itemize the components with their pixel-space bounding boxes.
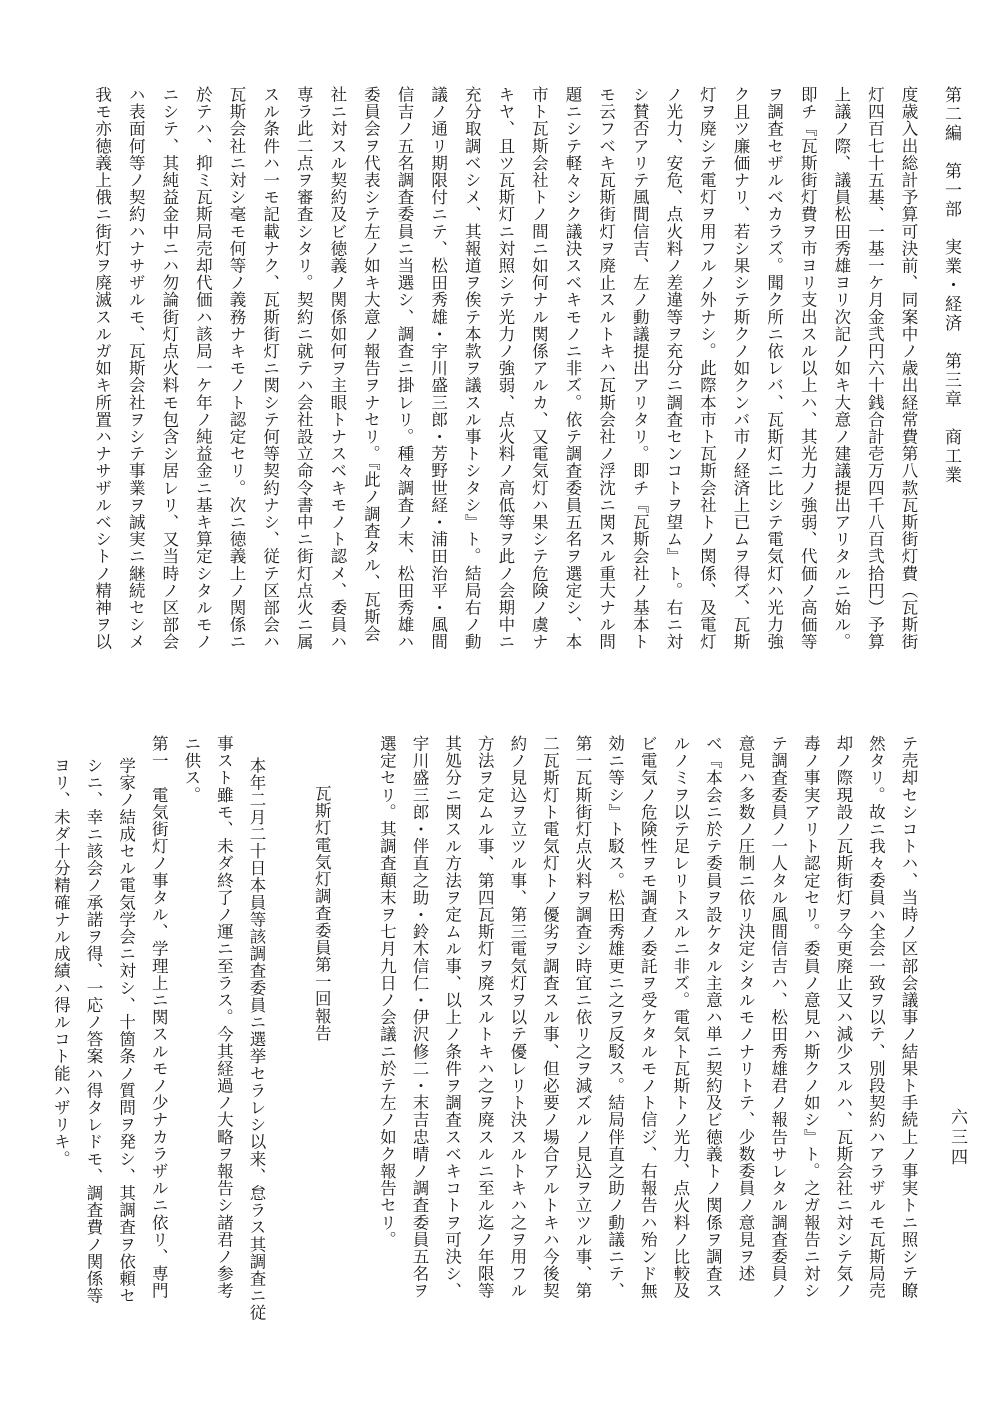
text-column: 度歳入出総計予算可決前、同案中ノ歳出経常費第八款瓦斯街灯費（瓦斯街 [899,86,918,651]
text-column: 市ト瓦斯会社トノ間ニ如何ナル関係アルカ、又電気灯ハ果シテ危険ノ虞ナ [529,86,549,651]
text-column: ヨリ、未ダ十分精確ナル成績ハ得ルコト能ハザリキ。 [51,757,71,1168]
text-column: ヲ調査セザルベカラズ。聞ク所ニ依レバ、瓦斯灯ニ比シテ電気灯ハ光力強 [764,86,784,651]
text-column: キヤ、且ツ瓦斯灯ニ対照シテ光力ノ強弱、点火料ノ高低等ヲ此ノ会期中ニ [495,86,515,651]
text-column: 効ニ等シ』ト駁ス。松田秀雄更ニ之ヲ反駁ス。結局伴直之助ノ動議ニテ、 [605,735,625,1300]
text-column: 委員会ヲ代表シテ左ノ如キ大意ノ報告ヲナセリ。『此ノ調査タル、瓦斯会 [361,86,381,643]
text-column: ベ『本会ニ於テ委員ヲ設ケタル主意ハ単ニ契約及ビ徳義トノ関係ヲ調査ス [703,735,723,1300]
text-column: 議ノ通リ期限付ニテ、松田秀雄・宇川盛三郎・芳野世経・浦田治平・風間 [428,86,448,651]
running-head: 第二編 第一部 実業・経済 第三章 商工業 [941,86,961,485]
text-column: 我モ亦徳義上俄ニ街灯ヲ廃滅スルガ如キ所置ハナサザルベシトノ精神ヲ以 [92,86,112,651]
text-column: 灯ヲ廃シテ電灯ヲ用フルノ外ナシ。此際本市ト瓦斯会社トノ関係、及電灯 [697,86,717,651]
text-column: 信吉ノ五名調査委員ニ当選シ、調査ニ掛レリ。種々調査ノ末、松田秀雄ハ [395,86,414,651]
text-column: モ云フベキ瓦斯街灯ヲ廃止スルトキハ瓦斯会社ノ浮沈ニ関スル重大ナル問 [596,86,616,651]
text-column: ノ光力、安危、点火料ノ差違等ヲ充分ニ調査センコトヲ望ム』ト。右ニ対 [663,86,683,651]
text-column: シ賛否アリテ風間信吉、左ノ動議提出アリタリ。即チ『瓦斯会社ノ基本ト [630,86,650,651]
text-column: ビ電気ノ危険性ヲモ調査ノ委託ヲ受ケタルモノト信ジ、右報告ハ殆ンド無 [638,735,658,1300]
text-column: 本年二月二十日本員等該調査委員ニ選挙セラレシ以来、怠ラス其調査ニ従 [247,757,266,1322]
text-column: 第一 電気街灯ノ事タル、学理上ニ関スルモノ少ナカラザルニ依リ、専門 [149,735,169,1300]
text-column: スル条件ハ一モ記載ナク、瓦斯街灯ニ関シテ何等契約ナシ、従テ区部会ハ [260,86,280,651]
text-column: 題ニシテ軽々シク議決スベキモノニ非ズ。依テ調査委員五名ヲ選定シ、本 [563,86,582,651]
text-column: 充分取調ベシメ、其報道ヲ俟テ本款ヲ議スル事トシタシ』ト。結局右ノ動 [462,86,482,651]
text-column: テ調査委員ノ一人タル風間信吉ハ、松田秀雄君ノ報告サレタル調査委員ノ [768,735,788,1300]
text-column: 却ノ際現設ノ瓦斯街灯ヲ今更廃止又ハ減少スルハ、瓦斯会社ニ対シテ気ノ [833,735,853,1300]
lower-text-block [51,735,918,1322]
text-column: 於テハ、抑ミ瓦斯局売却代価ハ該局一ケ年ノ純益金ニ基キ算定シタルモノ [193,86,213,651]
text-column: 選定セリ。其調査顛末ヲ七月九日ノ会議ニ於テ左ノ如ク報告セリ。 [377,735,397,1248]
text-column: ルノミヲ以テ足レリトスルニ非ズ。電気ト瓦斯トノ光力、点火料ノ比較及 [670,735,690,1300]
text-column: 宇川盛三郎・伴直之助・鈴木信仁・伊沢修二・末吉忠晴ノ調査委員五名ヲ [410,735,429,1300]
text-column: ク且ツ廉価ナリ、若シ果シテ斯クノ如クンバ市ノ経済上已ムヲ得ズ、瓦斯 [731,86,750,651]
text-column: 然タリ。故ニ我々委員ハ全会一致ヲ以テ、別段契約ハアラザルモ瓦斯局売 [866,735,886,1300]
text-column: 社ニ対スル契約及ビ徳義ノ関係如何ヲ主眼トナスベキモノト認メ、委員ハ [327,86,347,651]
text-column: 方法ヲ定ムル事、第四瓦斯灯ヲ廃スルトキハ之ヲ廃スルニ至ル迄ノ年限等 [475,735,495,1300]
text-column: 毒ノ事実アリト認定セリ。委員ノ意見ハ斯クノ如シ』ト。之ガ報告ニ対シ [801,735,821,1300]
text-column: シニ、幸ニ該会ノ承諾ヲ得、一応ノ答案ハ得タレドモ、調査費ノ関係等 [84,757,103,1305]
text-column: 専ラ此二点ヲ審査シタリ。契約ニ就テハ会社設立命令書中ニ街灯点火ニ属 [294,86,314,651]
text-column: 事スト雖モ、未ダ終了ノ運ニ至ラス。今其経過ノ大略ヲ報告シ諸君ノ参考 [214,735,234,1300]
text-column: 灯四百七十五基、一基一ケ月金弐円六十銭合計壱万四千八百弐拾円）予算 [865,86,885,651]
text-column: テ売却セシコトハ、当時ノ区部会議事ノ結果ト手続上ノ事実トニ照シテ瞭 [899,735,918,1300]
page-number: 六三四 [947,1108,967,1168]
text-column: 即チ『瓦斯街灯費ヲ市ヨリ支出スル以上ハ、其光力ノ強弱、代価ノ高価等 [798,86,818,651]
text-column: 其処分ニ関スル方法ヲ定ムル事、以上ノ条件ヲ調査スベキコトヲ可決シ、 [442,735,462,1300]
text-column: 学家ノ結成セル電気学会ニ対シ、十箇条ノ質問ヲ発シ、其調査ヲ依頼セ [116,757,136,1305]
section-heading: 瓦斯灯電気灯調査委員第一回報告 [312,785,332,1042]
text-column: 第一瓦斯街灯点火料ヲ調査シ時宜ニ依リ之ヲ減ズルノ見込ヲ立ツル事、第 [573,735,592,1300]
text-column: 瓦斯会社ニ対シ毫モ何等ノ義務ナキモノト認定セリ。次ニ徳義上ノ関係ニ [227,86,246,651]
text-column: 上議ノ際、議員松田秀雄ヨリ次記ノ如キ大意ノ建議提出アリタルニ始ル。 [831,86,851,651]
text-column: ハ表面何等ノ契約ハナサザルモ、瓦斯会社ヲシテ事業ヲ誠実ニ継続セシメ [126,86,146,651]
upper-text-block [76,86,918,651]
text-column: 二瓦斯灯ト電気灯トノ優劣ヲ調査スル事、但必要ノ場合アルトキハ今後契 [540,735,560,1300]
text-column: 約ノ見込ヲ立ツル事、第三電気灯ヲ以テ優レリト決スルトキハ之ヲ用フル [507,735,527,1300]
text-column: 意見ハ多数ノ圧制ニ依リ決定シタルモノナリトテ、少数委員ノ意見ヲ述 [736,735,755,1283]
text-column: ニシテ、其純益金中ニハ勿論街灯点火料モ包含シ居レリ、又当時ノ区部会 [159,86,179,651]
text-column: ニ供ス。 [181,735,201,804]
